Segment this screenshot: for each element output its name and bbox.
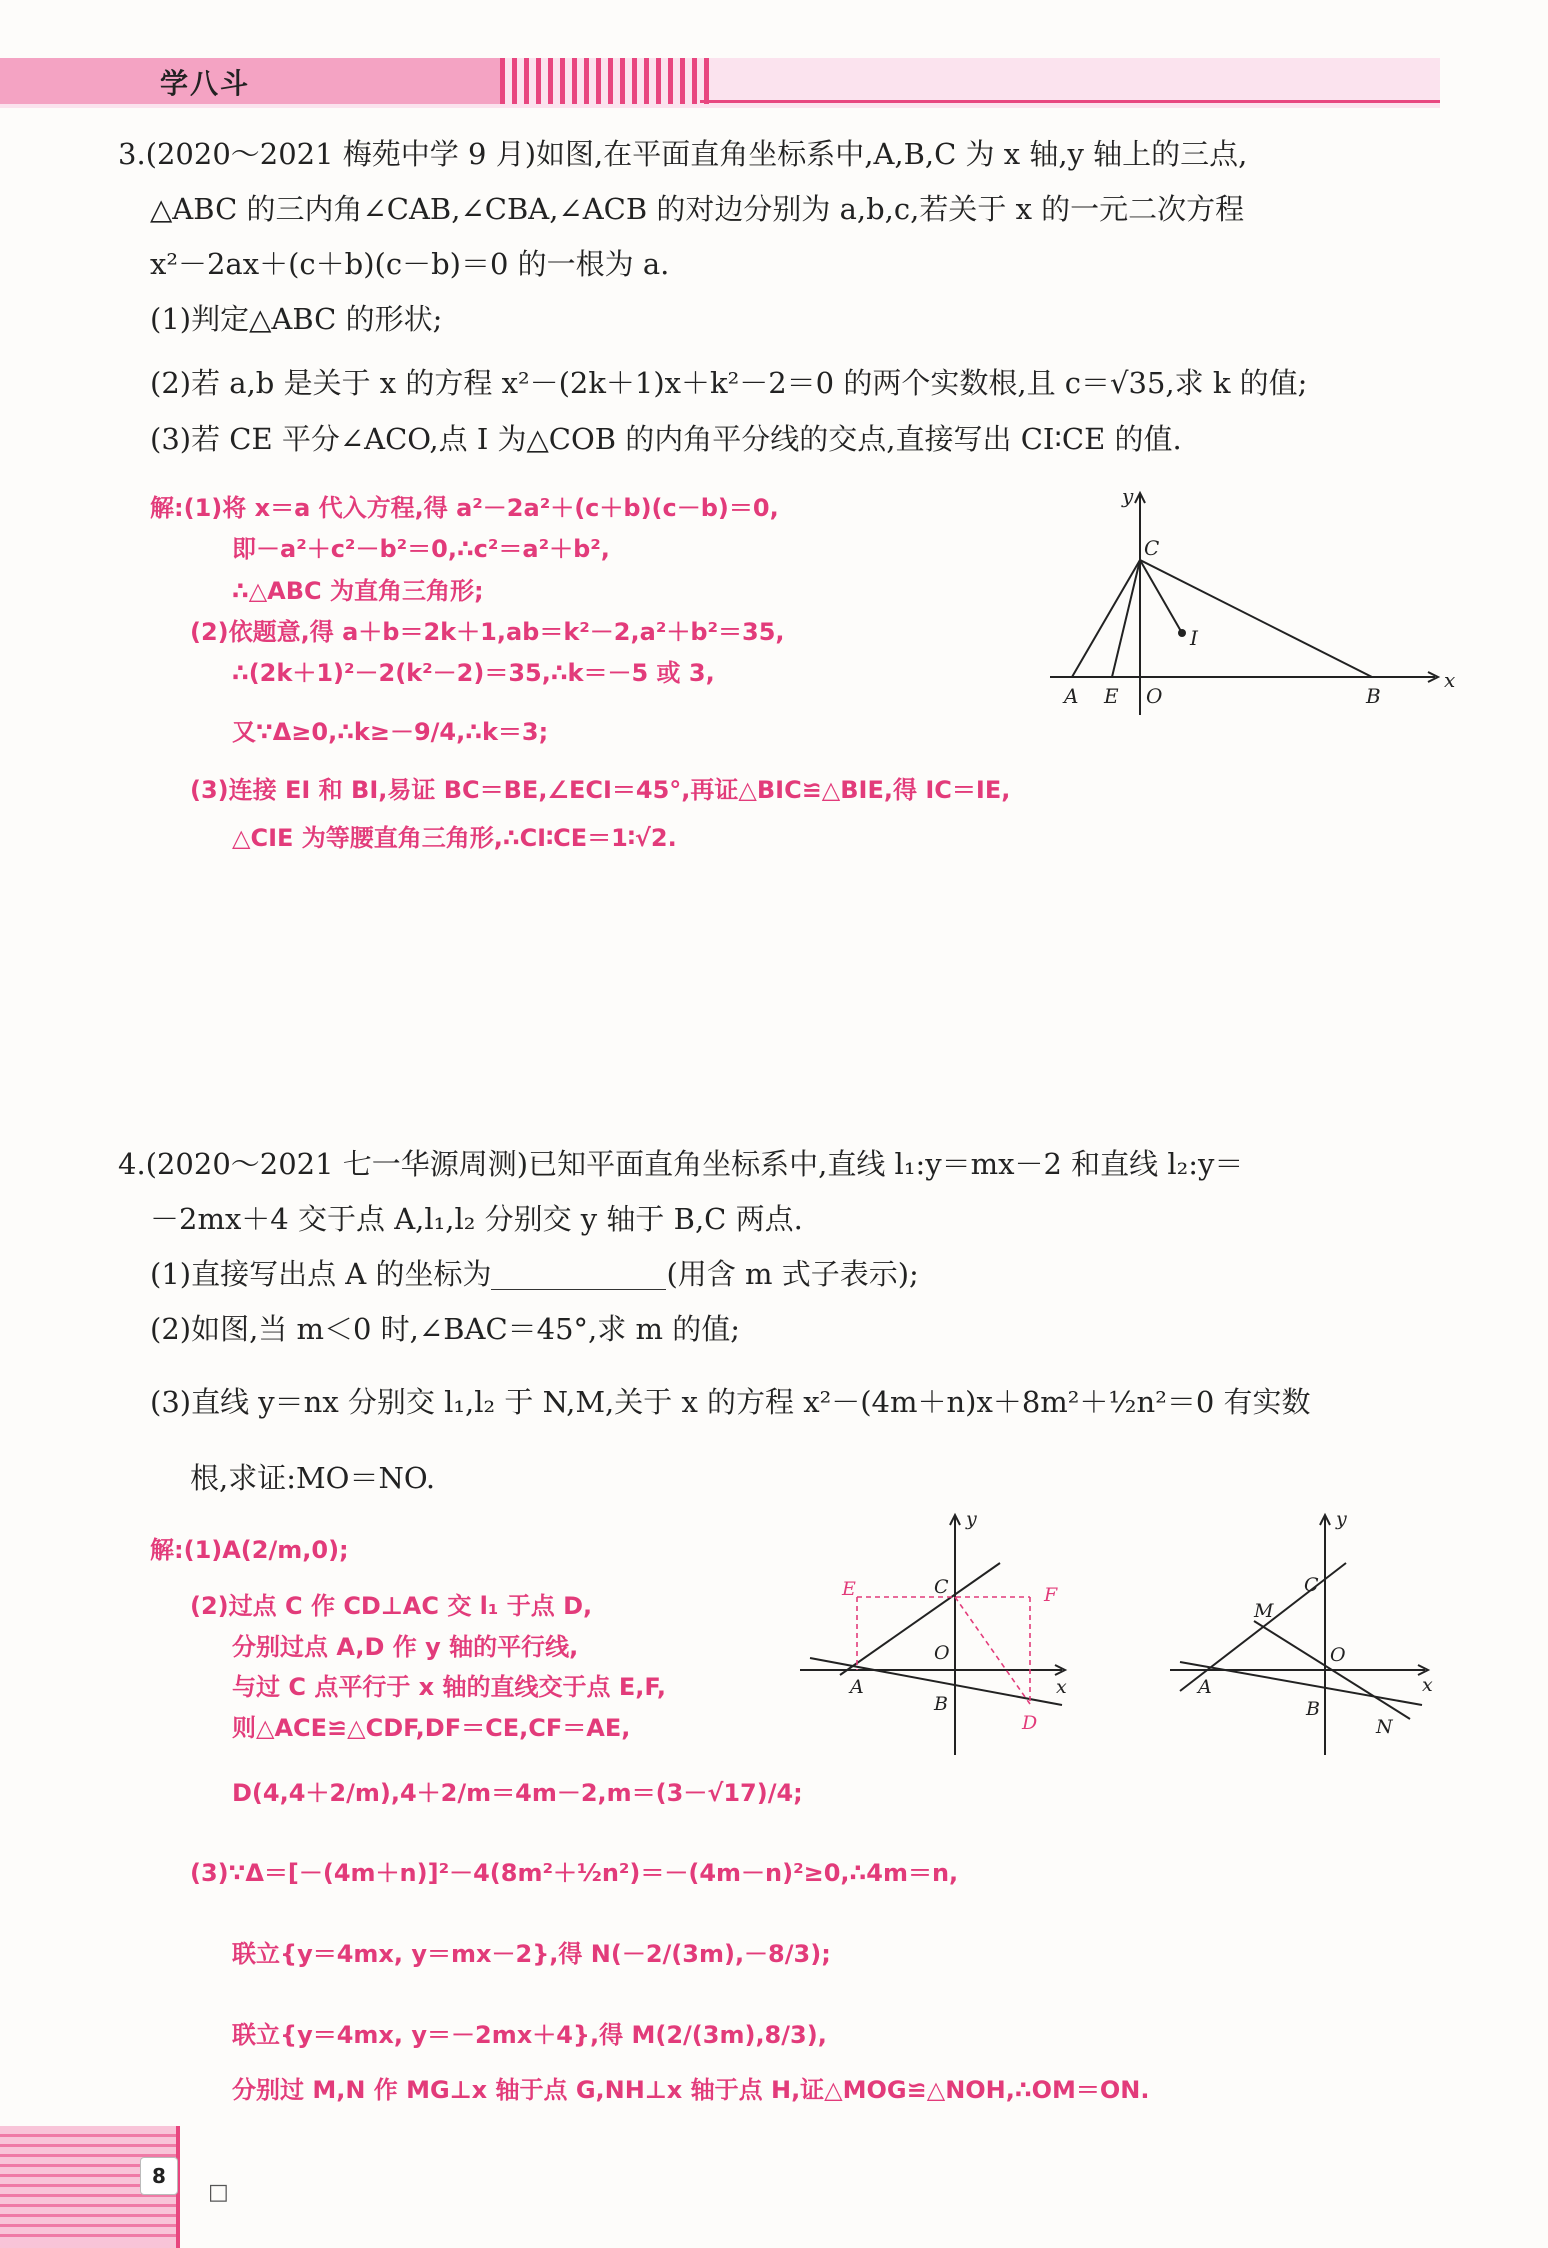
footer-square: □ bbox=[208, 2180, 229, 2205]
solution4-l4: 与过 C 点平行于 x 轴的直线交于点 E,F, bbox=[232, 1673, 667, 1701]
fig4b-label-o: O bbox=[1330, 1644, 1346, 1666]
problem4-line2: －2mx＋4 交于点 A,l₁,l₂ 分别交 y 轴于 B,C 两点. bbox=[150, 1202, 803, 1236]
fig4a-label-b: B bbox=[934, 1693, 948, 1715]
solution3-l2: 即－a²＋c²－b²＝0,∴c²＝a²＋b², bbox=[232, 535, 610, 563]
problem4-q1-text: (1)直接写出点 A 的坐标为 bbox=[150, 1257, 492, 1291]
header-title: 学八斗 bbox=[160, 67, 251, 100]
fig4a-label-d: D bbox=[1022, 1712, 1038, 1734]
fig3-label-x: x bbox=[1444, 668, 1456, 692]
figure3 bbox=[1040, 485, 1460, 715]
problem3-line1: 3.(2020～2021 梅苑中学 9 月)如图,在平面直角坐标系中,A,B,C 为 x 轴,y 轴上的三点, bbox=[118, 137, 1248, 171]
problem3-line2: △ABC 的三内角∠CAB,∠CBA,∠ACB 的对边分别为 a,b,c,若关于 x 的一元二次方程 bbox=[150, 192, 1245, 226]
fig4b-label-c: C bbox=[1304, 1574, 1319, 1596]
fig3-line-ac bbox=[1072, 560, 1140, 677]
fig4a-label-x: x bbox=[1056, 1676, 1067, 1698]
fig4b-label-a: A bbox=[1198, 1676, 1212, 1698]
fig4a-label-f: F bbox=[1044, 1584, 1058, 1606]
solution4-l10: 分别过 M,N 作 MG⊥x 轴于点 G,NH⊥x 轴于点 H,证△MOG≌△NOH,∴OM＝ON. bbox=[232, 2076, 1150, 2104]
fig4a-label-c: C bbox=[934, 1576, 949, 1598]
figure4a bbox=[800, 1505, 1090, 1765]
solution4-l7: (3)∵Δ＝[－(4m＋n)]²－4(8m²＋½n²)＝－(4m－n)²≥0,∴4m＝n, bbox=[190, 1859, 959, 1887]
solution3-l6: 又∵Δ≥0,∴k≥－9/4,∴k＝3; bbox=[232, 718, 549, 746]
fig3-label-a: A bbox=[1064, 684, 1079, 708]
fig3-point-i bbox=[1178, 629, 1186, 637]
solution4-l1: 解:(1)A(2/m,0); bbox=[150, 1536, 349, 1564]
fig4b-label-m: M bbox=[1254, 1600, 1274, 1622]
figure4b bbox=[1170, 1505, 1450, 1765]
problem4-q1 bbox=[150, 1258, 919, 1290]
fig4b-label-b: B bbox=[1306, 1698, 1320, 1720]
problem4-line1: 4.(2020～2021 七一华源周测)已知平面直角坐标系中,直线 l₁:y＝mx－2 和直线 l₂:y＝ bbox=[118, 1147, 1244, 1181]
problem3-line3: x²－2ax＋(c＋b)(c－b)＝0 的一根为 a. bbox=[150, 247, 670, 281]
fig3-line-ec bbox=[1112, 560, 1140, 677]
fig4b-label-n: N bbox=[1376, 1716, 1393, 1738]
fig4a-line-l2 bbox=[840, 1563, 1000, 1675]
solution4-l6: D(4,4＋2/m),4＋2/m＝4m－2,m＝(3－√17)/4; bbox=[232, 1779, 803, 1807]
fig4b-line-l1 bbox=[1180, 1662, 1422, 1705]
solution4-l5: 则△ACE≌△CDF,DF＝CE,CF＝AE, bbox=[232, 1714, 631, 1742]
solution4-l2: (2)过点 C 作 CD⊥AC 交 l₁ 于点 D, bbox=[190, 1592, 593, 1620]
solution3-l7: (3)连接 EI 和 BI,易证 BC＝BE,∠ECI＝45°,再证△BIC≌△BIE,得 IC＝IE, bbox=[190, 776, 1011, 804]
problem4-q1-suffix: (用含 m 式子表示); bbox=[666, 1257, 919, 1291]
fig4a-label-y: y bbox=[966, 1508, 977, 1530]
solution3-l1: 解:(1)将 x＝a 代入方程,得 a²－2a²＋(c＋b)(c－b)＝0, bbox=[150, 494, 779, 522]
fig4a-label-e: E bbox=[842, 1578, 856, 1600]
fig4b-label-x: x bbox=[1422, 1674, 1433, 1696]
fig3-label-y: y bbox=[1122, 485, 1134, 508]
fig3-label-b: B bbox=[1366, 684, 1381, 708]
fig4b-label-y: y bbox=[1336, 1508, 1347, 1530]
problem4-q2: (2)如图,当 m＜0 时,∠BAC＝45°,求 m 的值; bbox=[150, 1312, 740, 1346]
solution3-l4: (2)依题意,得 a＋b＝2k＋1,ab＝k²－2,a²＋b²＝35, bbox=[190, 618, 785, 646]
solution4-l8: 联立{y＝4mx, y＝mx－2},得 N(－2/(3m),－8/3); bbox=[232, 1940, 831, 1968]
solution4-l3: 分别过点 A,D 作 y 轴的平行线, bbox=[232, 1633, 579, 1661]
fig3-label-o: O bbox=[1146, 684, 1163, 708]
fig3-label-e: E bbox=[1104, 684, 1119, 708]
page-number: 8 bbox=[140, 2157, 178, 2195]
problem4-q3b: 根,求证:MO＝NO. bbox=[190, 1461, 436, 1495]
fig4a-label-a: A bbox=[850, 1676, 864, 1698]
problem3-q2: (2)若 a,b 是关于 x 的方程 x²－(2k＋1)x＋k²－2＝0 的两个实数根,且 c＝√35,求 k 的值; bbox=[150, 366, 1308, 400]
fig3-label-i: I bbox=[1190, 626, 1198, 650]
solution3-l8: △CIE 为等腰直角三角形,∴CI∶CE＝1∶√2. bbox=[232, 824, 677, 852]
fig4a-label-o: O bbox=[934, 1642, 950, 1664]
fig3-label-c: C bbox=[1144, 536, 1160, 560]
solution3-l3: ∴△ABC 为直角三角形; bbox=[232, 577, 484, 605]
solution3-l5: ∴(2k＋1)²－2(k²－2)＝35,∴k＝－5 或 3, bbox=[232, 659, 715, 687]
problem4-q3a: (3)直线 y＝nx 分别交 l₁,l₂ 于 N,M,关于 x 的方程 x²－(4m＋n)x＋8m²＋½n²＝0 有实数 bbox=[150, 1385, 1311, 1419]
problem3-q3: (3)若 CE 平分∠ACO,点 I 为△COB 的内角平分线的交点,直接写出 CI∶CE 的值. bbox=[150, 422, 1182, 456]
answer-blank bbox=[491, 1263, 666, 1290]
solution4-l9: 联立{y＝4mx, y＝－2mx＋4},得 M(2/(3m),8/3), bbox=[232, 2021, 827, 2049]
problem3-q1: (1)判定△ABC 的形状; bbox=[150, 302, 443, 336]
